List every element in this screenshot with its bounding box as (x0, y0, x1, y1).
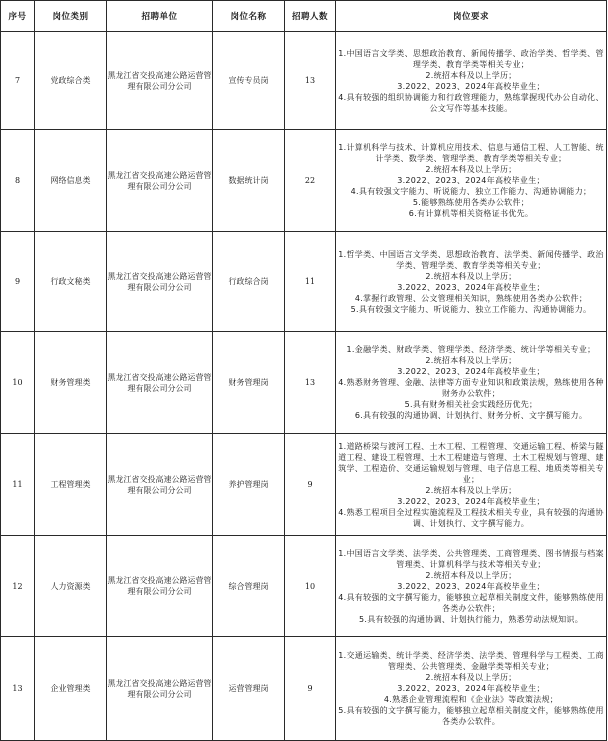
header-requirements: 岗位要求 (336, 1, 607, 32)
cell-unit: 黑龙江省交投高速公路运营管理有限公司分公司 (107, 32, 213, 130)
requirement-line: 3.2022、2023、2024年高校毕业生； (397, 282, 545, 292)
cell-count: 22 (285, 130, 336, 232)
cell-unit: 黑龙江省交投高速公路运营管理有限公司分公司 (107, 434, 213, 536)
cell-count: 9 (285, 434, 336, 536)
header-unit: 招聘单位 (107, 1, 213, 32)
table-row (1, 637, 607, 741)
requirement-line: 5.具有较强的文字撰写能力，能够独立起草相关制度文件，能够熟练使用各类办公软件。 (338, 706, 604, 726)
requirement-line: 1.计算机科学与技术、计算机应用技术、信息与通信工程、人工智能、统计学类、数学类、管理学类、教育学类等相关专业； (338, 143, 604, 163)
requirement-line: 2.统招本科及以上学历； (425, 673, 517, 682)
cell-seq: 10 (1, 332, 35, 434)
requirement-line: 4.具有较强文字能力、听说能力、独立工作能力、沟通协调能力； (350, 187, 592, 196)
cell-unit: 黑龙江省交投高速公路运营管理有限公司分公司 (107, 536, 213, 637)
header-position: 岗位名称 (213, 1, 285, 32)
cell-requirements (336, 232, 607, 332)
requirement-line: 5.能够熟练使用各类办公软件； (412, 198, 530, 207)
cell-position: 宣传专员岗 (213, 32, 285, 130)
header-category: 岗位类别 (35, 1, 107, 32)
requirement-line: 4.具有较强的组织协调能力和行政管理能力，熟练掌握现代办公自动化、公文写作等基本技能。 (338, 92, 604, 113)
cell-position: 数据统计岗 (213, 130, 285, 232)
cell-unit: 黑龙江省交投高速公路运营管理有限公司分公司 (107, 130, 213, 232)
requirement-line: 4.熟悉企业管理流程和《企业法》等政策法规； (383, 695, 559, 704)
cell-unit: 黑龙江省交投高速公路运营管理有限公司分公司 (107, 332, 213, 434)
requirement-line: 5.具有较强文字能力、听说能力、独立工作能力、沟通协调能力。 (350, 304, 592, 314)
cell-unit: 黑龙江省交投高速公路运营管理有限公司分公司 (107, 232, 213, 332)
cell-category: 人力资源类 (35, 536, 107, 637)
cell-requirements (336, 637, 607, 741)
cell-category: 工程管理类 (35, 434, 107, 536)
requirement-line: 5.具有较强的沟通协调、计划执行能力，熟悉劳动法规知识。 (358, 614, 584, 624)
table-row (1, 32, 607, 130)
cell-seq: 8 (1, 130, 35, 232)
requirement-line: 5.具有财务相关社会实践经历优先； (404, 400, 538, 409)
header-seq: 序号 (1, 1, 35, 32)
cell-position: 行政综合岗 (213, 232, 285, 332)
requirement-line: 4.熟悉财务管理、金融、法律等方面专业知识和政策法规，熟练使用各种财务办公软件； (338, 378, 604, 398)
table-row (1, 434, 607, 536)
requirement-line: 2.统招本科及以上学历； (425, 356, 517, 365)
requirement-line: 3.2022、2023、2024年高校毕业生； (397, 367, 545, 376)
cell-count: 10 (285, 536, 336, 637)
requirement-line: 1.哲学类、中国语言文学类、思想政治教育、法学类、新闻传播学、政治学类、管理学类、教育学类等相关专业； (338, 249, 604, 270)
requirement-line: 4.具有较强的文字撰写能力，能够独立起草相关制度文件，能够熟练使用各类办公软件； (338, 592, 604, 613)
cell-requirements (336, 130, 607, 232)
cell-position: 运营管理岗 (213, 637, 285, 741)
requirement-line: 1.中国语言文学类、思想政治教育、新闻传播学、政治学类、哲学类、管理学类、教育学类等相关专业； (338, 48, 604, 69)
requirement-line: 6.具有较强的沟通协调、计划执行、财务分析、文字撰写能力。 (354, 411, 588, 420)
requirement-line: 4.熟悉工程项目全过程实施流程及工程技术相关专业，具有较强的沟通协调、计划执行、文字撰写能力。 (338, 507, 604, 528)
requirement-line: 3.2022、2023、2024年高校毕业生； (397, 81, 545, 91)
cell-unit: 黑龙江省交投高速公路运营管理有限公司分公司 (107, 637, 213, 741)
requirement-line: 2.统招本科及以上学历； (425, 271, 517, 281)
cell-requirements (336, 332, 607, 434)
cell-count: 9 (285, 637, 336, 741)
requirement-line: 2.统招本科及以上学历； (425, 570, 517, 580)
cell-requirements (336, 32, 607, 130)
cell-requirements (336, 536, 607, 637)
cell-seq: 11 (1, 434, 35, 536)
requirement-line: 1.交通运输类、统计学类、经济学类、法学类、管理科学与工程类、工商管理类、公共管理类、金融学类等相关专业； (338, 651, 604, 671)
cell-category: 党政综合类 (35, 32, 107, 130)
cell-count: 13 (285, 32, 336, 130)
requirement-line: 2.统招本科及以上学历； (425, 485, 517, 495)
cell-seq: 13 (1, 637, 35, 741)
cell-category: 网络信息类 (35, 130, 107, 232)
table-header-row (1, 1, 607, 32)
table-row (1, 332, 607, 434)
cell-category: 财务管理类 (35, 332, 107, 434)
cell-position: 养护管理岗 (213, 434, 285, 536)
requirement-line: 6.有计算机等相关资格证书优先。 (408, 209, 534, 218)
cell-requirements (336, 434, 607, 536)
requirement-line: 3.2022、2023、2024年高校毕业生； (397, 581, 545, 591)
cell-seq: 9 (1, 232, 35, 332)
table-row (1, 130, 607, 232)
cell-seq: 7 (1, 32, 35, 130)
requirement-line: 4.掌握行政管理、公文管理相关知识，熟练使用各类办公软件； (354, 293, 588, 303)
table-row (1, 232, 607, 332)
cell-count: 11 (285, 232, 336, 332)
cell-seq: 12 (1, 536, 35, 637)
cell-category: 行政文秘类 (35, 232, 107, 332)
table-row (1, 536, 607, 637)
requirement-line: 1.道路桥梁与渡河工程、土木工程、工程管理、交通运输工程、桥梁与隧道工程、建设工程管理、土木工程建造与管理、土木工程规划与管理、建筑学、工程造价、交通运输规划与管理、电子信息工程、地质类等相关专业； (338, 441, 604, 484)
cell-category: 企业管理类 (35, 637, 107, 741)
requirement-line: 1.金融学类、财政学类、管理学类、经济学类、统计学等相关专业； (346, 345, 596, 354)
requirement-line: 3.2022、2023、2024年高校毕业生； (397, 496, 545, 506)
cell-count: 13 (285, 332, 336, 434)
header-count: 招聘人数 (285, 1, 336, 32)
requirement-line: 1.中国语言文学类、法学类、公共管理类、工商管理类、图书情报与档案管理类、计算机科学与技术等相关专业； (338, 548, 604, 569)
requirement-line: 3.2022、2023、2024年高校毕业生； (397, 176, 545, 185)
requirement-line: 2.统招本科及以上学历； (425, 70, 517, 80)
cell-position: 综合管理岗 (213, 536, 285, 637)
requirement-line: 3.2022、2023、2024年高校毕业生； (397, 684, 545, 693)
cell-position: 财务管理岗 (213, 332, 285, 434)
requirement-line: 2.统招本科及以上学历； (425, 165, 517, 174)
